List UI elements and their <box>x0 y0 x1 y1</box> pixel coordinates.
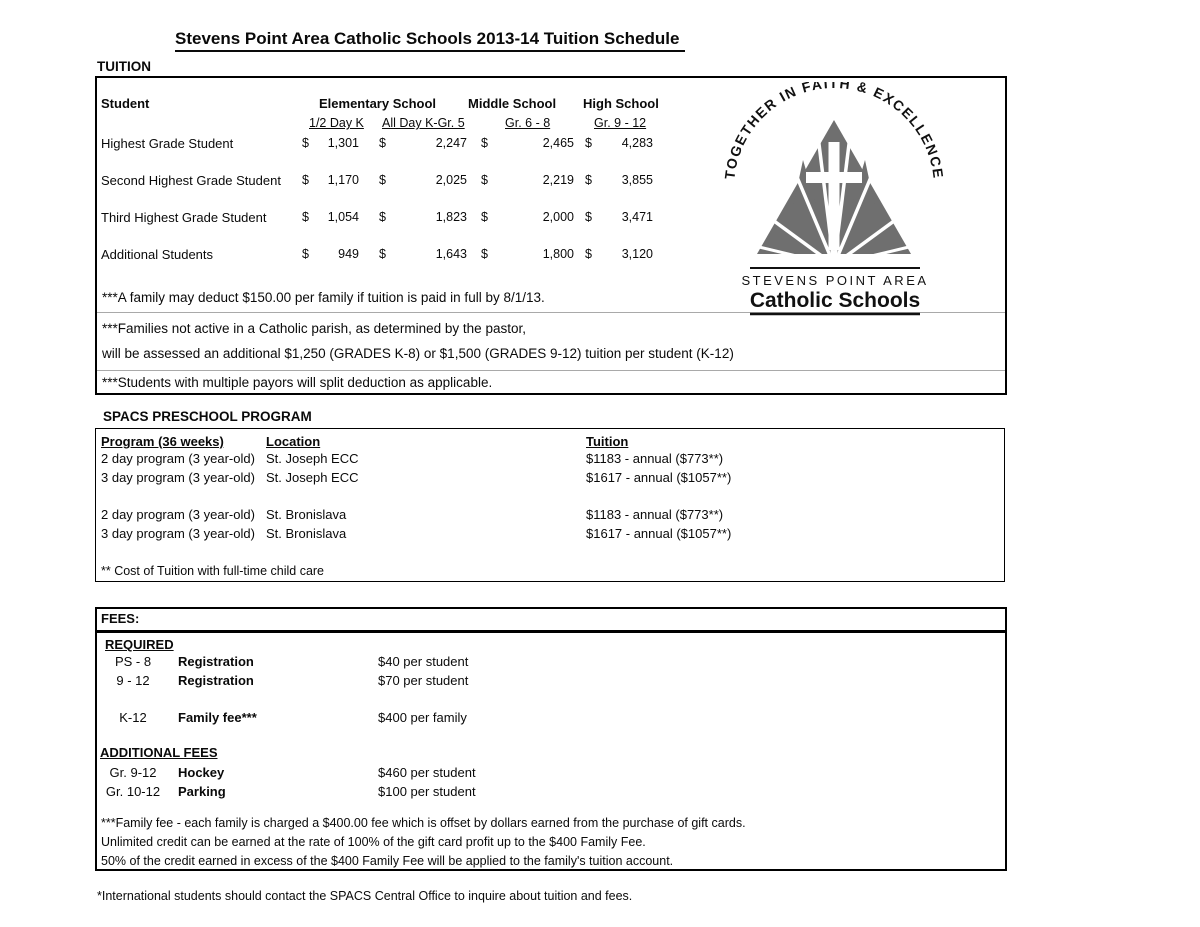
price-cell <box>585 210 653 224</box>
currency-symbol: $ <box>302 136 309 150</box>
price-value: 1,800 <box>542 247 574 261</box>
fees-note-family-fee: ***Family fee - each family is charged a $400.00 fee which is offset by dollars earned from the purchase of gift cards. <box>101 816 746 830</box>
fee-item-cell: Parking <box>178 784 226 799</box>
program-cell: 2 day program (3 year-old) <box>101 507 255 522</box>
additional-fees-heading: ADDITIONAL FEES <box>100 745 218 760</box>
price-value: 1,643 <box>435 247 467 261</box>
price-cell <box>379 136 467 150</box>
column-header-half-day-k: 1/2 Day K <box>309 116 364 130</box>
tuition-note-payors: ***Students with multiple payors will split deduction as applicable. <box>102 375 493 390</box>
program-cell: 3 day program (3 year-old) <box>101 526 255 541</box>
required-fees-heading: REQUIRED <box>105 637 174 652</box>
international-students-note: *International students should contact the SPACS Central Office to inquire about tuition and fees. <box>97 889 633 903</box>
fee-amount-cell: $100 per student <box>378 784 476 799</box>
row-label: Additional Students <box>101 247 214 262</box>
tuition-cell: $1617 - annual ($1057**) <box>586 526 732 541</box>
tuition-cell: $1183 - annual ($773**) <box>586 451 724 466</box>
price-cell <box>585 136 653 150</box>
table-row <box>96 507 1004 523</box>
currency-symbol: $ <box>585 210 592 224</box>
location-cell: St. Bronislava <box>266 526 347 541</box>
table-row <box>97 654 1005 670</box>
grade-range-cell: 9 - 12 <box>116 673 150 688</box>
column-header-student: Student <box>101 96 150 111</box>
column-header-tuition: Tuition <box>586 434 629 449</box>
fee-item-cell: Registration <box>178 654 254 669</box>
price-cell <box>585 247 653 261</box>
price-cell <box>302 247 359 261</box>
logo-area-text: STEVENS POINT AREA <box>741 273 929 288</box>
currency-symbol: $ <box>481 247 488 261</box>
fees-note-excess: 50% of the credit earned in excess of the $400 Family Fee will be applied to the family's tuition account. <box>101 854 674 868</box>
price-value: 3,855 <box>621 173 653 187</box>
fees-table <box>95 631 1007 871</box>
column-header-all-day-k5: All Day K-Gr. 5 <box>382 116 465 130</box>
table-row <box>97 673 1005 689</box>
column-group-high: High School <box>583 96 659 111</box>
price-value: 3,120 <box>621 247 653 261</box>
grade-range-cell: PS - 8 <box>114 654 152 669</box>
price-value: 1,170 <box>327 173 359 187</box>
tuition-cell: $1183 - annual ($773**) <box>586 507 724 522</box>
row-label: Second Highest Grade Student <box>101 173 281 188</box>
price-cell <box>481 210 574 224</box>
tuition-table <box>95 76 1007 395</box>
currency-symbol: $ <box>379 173 386 187</box>
column-group-elementary: Elementary School <box>319 96 437 111</box>
table-row <box>97 710 1005 726</box>
currency-symbol: $ <box>302 173 309 187</box>
currency-symbol: $ <box>302 247 309 261</box>
grade-range-cell: Gr. 10-12 <box>105 784 161 799</box>
currency-symbol: $ <box>481 136 488 150</box>
tuition-note-parish-line2: will be assessed an additional $1,250 (GRADES K-8) or $1,500 (GRADES 9-12) tuition per student (K-12) <box>102 346 734 361</box>
price-value: 2,025 <box>435 173 467 187</box>
logo-mountain-icon <box>755 120 913 265</box>
price-value: 1,301 <box>327 136 359 150</box>
column-header-program: Program (36 weeks) <box>101 434 224 449</box>
currency-symbol: $ <box>379 247 386 261</box>
table-row <box>97 765 1005 781</box>
preschool-header-row <box>96 434 1004 450</box>
location-cell: St. Joseph ECC <box>266 470 359 485</box>
grade-range-cell: Gr. 9-12 <box>109 765 157 780</box>
tuition-note-parish-line1: ***Families not active in a Catholic parish, as determined by the pastor, <box>102 321 526 336</box>
price-cell <box>481 173 574 187</box>
fee-amount-cell: $400 per family <box>378 710 467 725</box>
currency-symbol: $ <box>481 210 488 224</box>
fee-item-cell: Registration <box>178 673 254 688</box>
school-logo-graphic <box>717 82 952 318</box>
price-value: 2,219 <box>542 173 574 187</box>
fee-item-cell: Family fee*** <box>178 710 257 725</box>
table-row <box>97 784 1005 800</box>
price-cell <box>379 173 467 187</box>
currency-symbol: $ <box>302 210 309 224</box>
price-cell <box>302 210 359 224</box>
note-divider <box>97 370 1005 371</box>
fee-amount-cell: $70 per student <box>378 673 469 688</box>
price-cell <box>379 210 467 224</box>
preschool-table <box>95 428 1005 582</box>
logo-arc-text: TOGETHER IN FAITH & EXCELLENCE <box>721 82 947 181</box>
price-cell <box>302 136 359 150</box>
row-label: Highest Grade Student <box>101 136 234 151</box>
price-value: 2,247 <box>435 136 467 150</box>
price-value: 1,054 <box>327 210 359 224</box>
fee-amount-cell: $460 per student <box>378 765 476 780</box>
location-cell: St. Bronislava <box>266 507 347 522</box>
location-cell: St. Joseph ECC <box>266 451 359 466</box>
fee-item-cell: Hockey <box>178 765 225 780</box>
currency-symbol: $ <box>585 173 592 187</box>
price-value: 4,283 <box>621 136 653 150</box>
fee-amount-cell: $40 per student <box>378 654 469 669</box>
currency-symbol: $ <box>379 136 386 150</box>
column-group-middle: Middle School <box>468 96 557 111</box>
fees-header-bar <box>95 607 1007 632</box>
currency-symbol: $ <box>481 173 488 187</box>
table-row <box>96 470 1004 486</box>
price-value: 2,000 <box>542 210 574 224</box>
price-value: 949 <box>338 247 359 261</box>
school-logo <box>717 82 952 318</box>
column-header-gr6-8: Gr. 6 - 8 <box>505 116 551 130</box>
currency-symbol: $ <box>585 247 592 261</box>
price-cell <box>585 173 653 187</box>
program-cell: 2 day program (3 year-old) <box>101 451 255 466</box>
tuition-note-deduct: ***A family may deduct $150.00 per family if tuition is paid in full by 8/1/13. <box>102 290 545 305</box>
price-value: 2,465 <box>542 136 574 150</box>
price-cell <box>481 247 574 261</box>
currency-symbol: $ <box>585 136 592 150</box>
tuition-section-heading: TUITION <box>97 59 151 74</box>
price-cell <box>379 247 467 261</box>
table-row <box>96 526 1004 542</box>
row-label: Third Highest Grade Student <box>101 210 267 225</box>
grade-range-cell: K-12 <box>119 710 147 725</box>
price-cell <box>302 173 359 187</box>
page-title: Stevens Point Area Catholic Schools 2013-14 Tuition Schedule <box>175 29 685 52</box>
preschool-footnote: ** Cost of Tuition with full-time child care <box>101 564 325 578</box>
price-value: 3,471 <box>621 210 653 224</box>
program-cell: 3 day program (3 year-old) <box>101 470 255 485</box>
column-header-location: Location <box>266 434 321 449</box>
logo-schools-text: Catholic Schools <box>749 289 921 312</box>
table-row <box>96 451 1004 467</box>
tuition-cell: $1617 - annual ($1057**) <box>586 470 732 485</box>
price-cell <box>481 136 574 150</box>
price-value: 1,823 <box>435 210 467 224</box>
preschool-section-heading: SPACS PRESCHOOL PROGRAM <box>103 409 312 424</box>
column-header-gr9-12: Gr. 9 - 12 <box>594 116 647 130</box>
fees-section-heading: FEES: <box>101 611 140 626</box>
currency-symbol: $ <box>379 210 386 224</box>
fees-note-credit: Unlimited credit can be earned at the rate of 100% of the gift card profit up to the $400 Family Fee. <box>101 835 646 849</box>
